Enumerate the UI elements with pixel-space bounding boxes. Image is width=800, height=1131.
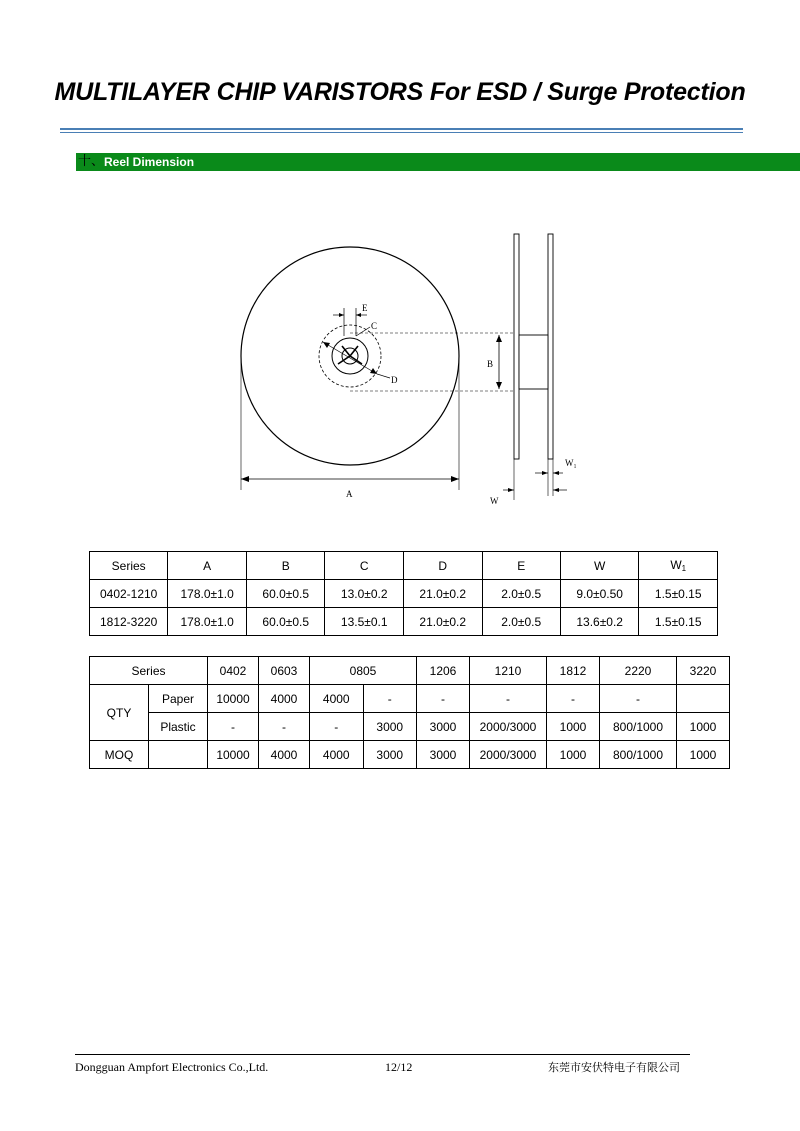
section-header-bar <box>76 153 800 171</box>
row-label-paper: Paper <box>149 685 208 713</box>
header-cell: 1206 <box>417 657 470 685</box>
w1-letter: W <box>670 558 682 572</box>
table-row-paper <box>90 685 730 713</box>
table-row-plastic <box>90 713 730 741</box>
table-cell: 13.5±0.1 <box>325 608 404 636</box>
reel-dimension-table <box>89 551 718 636</box>
table-cell: 1000 <box>547 713 600 741</box>
table-cell: 1000 <box>677 713 730 741</box>
label-C: C <box>371 321 378 331</box>
table-header-row <box>90 657 730 685</box>
footer-company: Dongguan Ampfort Electronics Co.,Ltd. <box>75 1060 269 1074</box>
table-cell: - <box>600 685 677 713</box>
table-cell: 4000 <box>259 741 310 769</box>
table-cell: 1000 <box>547 741 600 769</box>
header-cell: A <box>168 552 247 580</box>
header-cell: E <box>482 552 560 580</box>
table-cell: - <box>417 685 470 713</box>
table-cell: 10000 <box>208 685 259 713</box>
header-cell: W <box>560 552 639 580</box>
table-cell: - <box>208 713 259 741</box>
header-cell: D <box>403 552 482 580</box>
footer-page-number: 12/12 <box>385 1060 413 1074</box>
header-cell: B <box>246 552 325 580</box>
table-cell: 178.0±1.0 <box>168 608 247 636</box>
side-flange-left <box>514 234 519 459</box>
table-cell: 800/1000 <box>600 741 677 769</box>
table-row <box>90 580 718 608</box>
reel-diagram <box>225 228 595 518</box>
title-rule-thin <box>60 132 743 133</box>
table-cell: 4000 <box>259 685 310 713</box>
header-cell: 1812 <box>547 657 600 685</box>
label-A: A <box>346 489 353 499</box>
table-cell: 9.0±0.50 <box>560 580 639 608</box>
table-header-row <box>90 552 718 580</box>
packing-quantity-table <box>89 656 730 769</box>
table-cell: 2.0±0.5 <box>482 608 560 636</box>
table-cell: 1812-3220 <box>90 608 168 636</box>
header-cell: 0402 <box>208 657 259 685</box>
table-cell: 800/1000 <box>600 713 677 741</box>
footer-rule <box>75 1054 690 1055</box>
table-cell: 21.0±0.2 <box>403 608 482 636</box>
header-cell: Series <box>90 657 208 685</box>
header-cell: C <box>325 552 404 580</box>
table-cell: 2.0±0.5 <box>482 580 560 608</box>
table-cell: 13.6±0.2 <box>560 608 639 636</box>
table-cell-empty <box>149 741 208 769</box>
label-W: W <box>490 496 499 506</box>
table-cell: 3000 <box>363 713 417 741</box>
table-cell: - <box>363 685 417 713</box>
table-cell: 2000/3000 <box>470 741 547 769</box>
table-cell: - <box>547 685 600 713</box>
header-cell: 0805 <box>310 657 417 685</box>
table-cell: 4000 <box>310 741 364 769</box>
table-cell: 60.0±0.5 <box>246 580 325 608</box>
table-cell: - <box>470 685 547 713</box>
table-cell: 2000/3000 <box>470 713 547 741</box>
table-cell: - <box>259 713 310 741</box>
label-B: B <box>487 359 494 369</box>
w1-subscript: 1 <box>681 564 687 573</box>
side-flange-right <box>548 234 553 459</box>
table-cell: 1.5±0.15 <box>639 580 718 608</box>
section-label: Reel Dimension <box>104 155 195 169</box>
row-label-plastic: Plastic <box>149 713 208 741</box>
table-row <box>90 608 718 636</box>
page-title: MULTILAYER CHIP VARISTORS For ESD / Surge Protection <box>54 78 746 106</box>
title-rule-thick <box>60 128 743 130</box>
label-W1: W₁ <box>565 458 577 468</box>
label-E: E <box>362 303 368 313</box>
table-cell: 1.5±0.15 <box>639 608 718 636</box>
table-cell: - <box>310 713 364 741</box>
table-cell <box>677 685 730 713</box>
table-cell: 13.0±0.2 <box>325 580 404 608</box>
row-label-qty: QTY <box>90 685 149 741</box>
table-cell: 3000 <box>417 741 470 769</box>
header-cell-w1 <box>639 552 718 580</box>
table-cell: 1000 <box>677 741 730 769</box>
header-cell: 1210 <box>470 657 547 685</box>
section-number: 十、 <box>78 154 105 169</box>
header-cell: 2220 <box>600 657 677 685</box>
header-cell: 0603 <box>259 657 310 685</box>
header-cell: 3220 <box>677 657 730 685</box>
label-D: D <box>391 375 398 385</box>
table-cell: 3000 <box>363 741 417 769</box>
table-cell: 178.0±1.0 <box>168 580 247 608</box>
table-cell: 4000 <box>310 685 364 713</box>
table-cell: 60.0±0.5 <box>246 608 325 636</box>
row-label-moq: MOQ <box>90 741 149 769</box>
footer-company-cn: 东莞市安伏特电子有限公司 <box>548 1061 680 1074</box>
side-hub <box>519 335 548 389</box>
table-row-moq <box>90 741 730 769</box>
table-cell: 10000 <box>208 741 259 769</box>
table-cell: 21.0±0.2 <box>403 580 482 608</box>
header-cell: Series <box>90 552 168 580</box>
table-cell: 0402-1210 <box>90 580 168 608</box>
table-cell: 3000 <box>417 713 470 741</box>
